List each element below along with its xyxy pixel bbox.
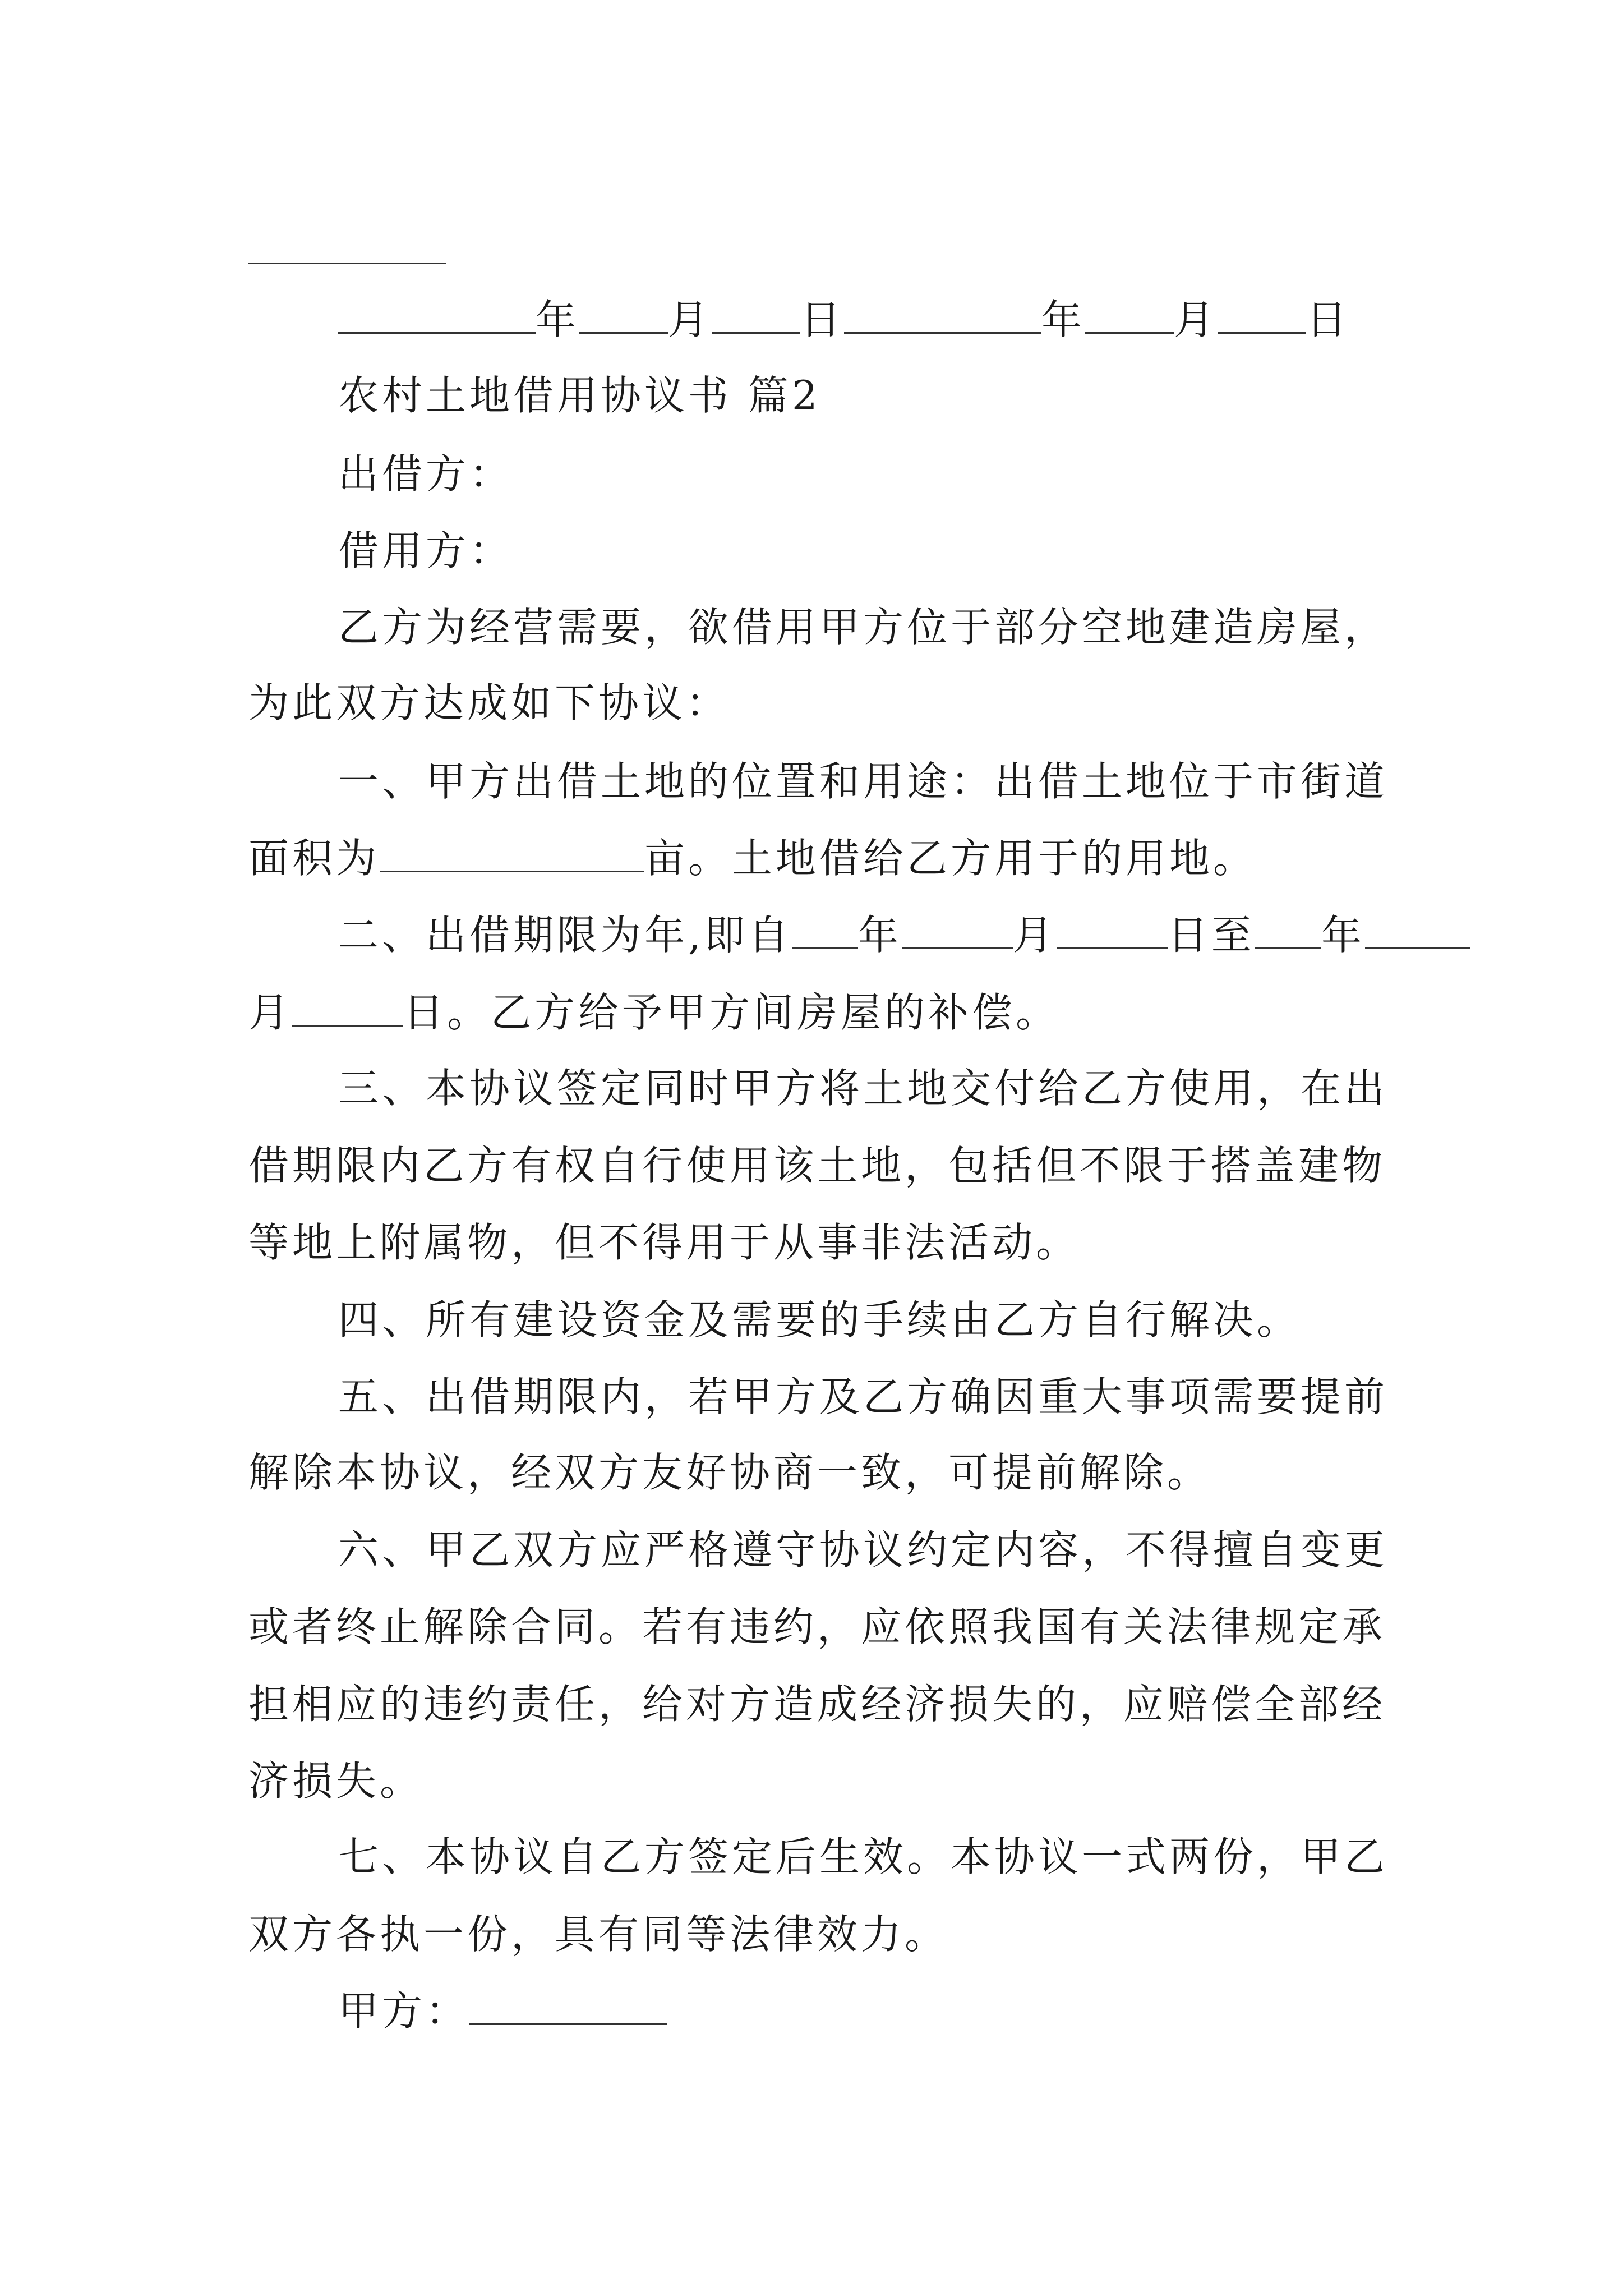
intro-line: 乙方为经营需要，欲借用甲方位于部分空地建造房屋， — [338, 604, 1389, 651]
day-label: 日 — [800, 296, 845, 343]
month-label: 月 — [248, 989, 293, 1036]
clause-2-line — [248, 987, 1393, 1038]
clause-5-line: 解除本协议，经双方友好协商一致，可提前解除。 — [248, 1449, 1211, 1496]
date-line — [338, 295, 1393, 345]
month-label: 月 — [668, 296, 712, 343]
clause-1-line: 一、甲方出借土地的位置和用途：出借土地位于市街道 — [338, 758, 1389, 805]
party-a-label: 甲方： — [338, 1987, 470, 2035]
party-a-signature-line — [338, 1986, 1393, 2036]
month-blank — [1085, 295, 1174, 334]
year-label: 年 — [1041, 296, 1086, 343]
term-text: 二、出借期限为年,即自 — [338, 912, 792, 959]
month-blank — [579, 295, 668, 334]
section-title: 农村土地借用协议书 篇2 — [338, 372, 821, 419]
year-label: 年 — [1321, 912, 1365, 959]
start-month-blank — [902, 910, 1013, 949]
clause-2-line — [338, 910, 1393, 960]
year-label: 年 — [857, 912, 902, 959]
day-label: 日 — [1306, 296, 1350, 343]
clause-3-line: 借期限内乙方有权自行使用该土地，包括但不限于搭盖建物 — [248, 1142, 1386, 1189]
area-blank — [380, 834, 644, 872]
party-a-signature-blank — [469, 1986, 667, 2025]
lender-label: 出借方： — [338, 450, 514, 498]
start-year-blank — [792, 910, 858, 949]
year-label: 年 — [536, 296, 580, 343]
day-to-label: 日至 — [1167, 912, 1255, 959]
day-blank — [1218, 295, 1306, 334]
year-blank — [338, 295, 536, 334]
clause-6-line: 或者终止解除合同。若有违约，应依照我国有关法律规定承 — [248, 1603, 1386, 1650]
clause-7-line: 双方各执一份，具有同等法律效力。 — [248, 1911, 949, 1958]
clause-3-line: 等地上附属物，但不得用于从事非法活动。 — [248, 1219, 1080, 1266]
clause-1-line — [248, 833, 1393, 884]
borrower-label: 借用方： — [338, 527, 514, 574]
year-blank — [844, 295, 1041, 334]
intro-line: 为此双方达成如下协议： — [248, 679, 730, 726]
clause-6-line: 济损失。 — [248, 1757, 424, 1805]
compensation-text: 日。乙方给予甲方间房屋的补偿。 — [403, 989, 1060, 1036]
clause-4-line: 四、所有建设资金及需要的手续由乙方自行解决。 — [338, 1296, 1301, 1343]
month-label: 月 — [1012, 912, 1057, 959]
clause-6-line: 六、甲乙双方应严格遵守协议约定内容，不得擅自变更 — [338, 1526, 1389, 1573]
start-day-blank — [1057, 910, 1168, 949]
clause-6-line: 担相应的违约责任，给对方造成经济损失的，应赔偿全部经 — [248, 1681, 1386, 1728]
usage-text: 亩。土地借给乙方用于的用地。 — [644, 835, 1257, 882]
end-month-blank — [1365, 910, 1470, 949]
signature-rule — [248, 263, 446, 264]
month-label: 月 — [1174, 296, 1218, 343]
clause-3-line: 三、本协议签定同时甲方将土地交付给乙方使用，在出 — [338, 1065, 1389, 1112]
end-year-blank — [1255, 910, 1321, 949]
end-day-blank — [292, 988, 403, 1027]
day-blank — [712, 295, 800, 334]
area-label: 面积为 — [248, 835, 380, 882]
clause-7-line: 七、本协议自乙方签定后生效。本协议一式两份，甲乙 — [338, 1833, 1389, 1880]
clause-5-line: 五、出借期限内，若甲方及乙方确因重大事项需要提前 — [338, 1373, 1389, 1420]
